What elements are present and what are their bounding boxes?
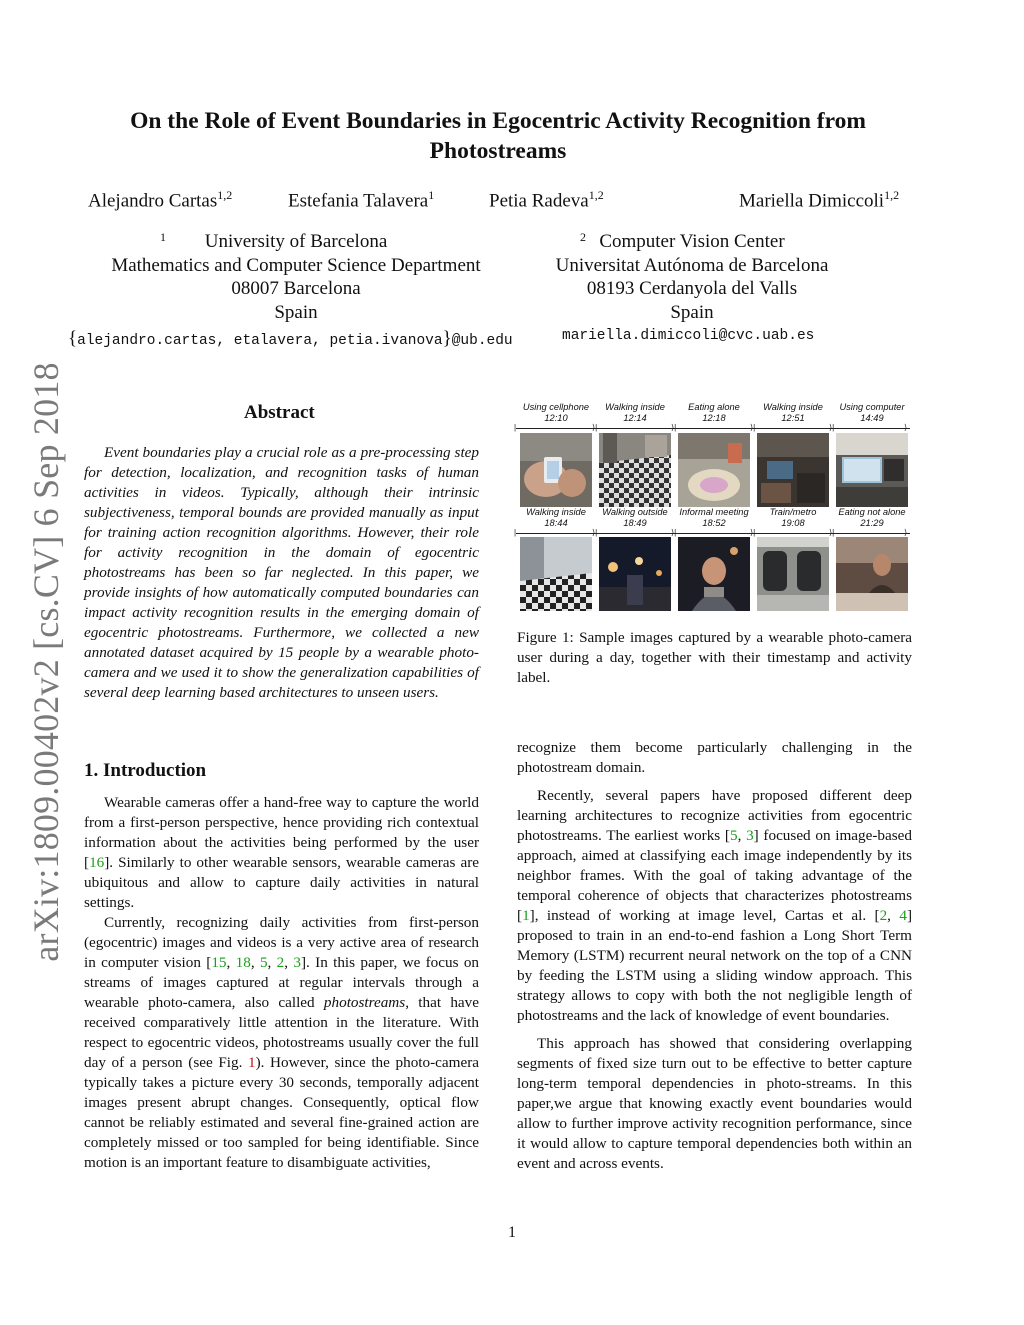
citation-link[interactable]: 15 [211, 954, 227, 971]
affiliation-line: 08193 Cerdanyola del Valls [586, 278, 798, 299]
author [489, 188, 604, 212]
affiliation-2 [532, 230, 852, 324]
citation-link[interactable]: 2 [879, 907, 888, 924]
activity-label: Train/metro 19:08 [769, 507, 817, 528]
photo-walking-inside-3 [520, 537, 592, 611]
photo-informal-meeting [678, 537, 750, 611]
email-names: alejandro.cartas, etalavera, petia.ivanova [77, 333, 443, 349]
figure-caption: Figure 1: Sample images captured by a wearable photo-camera user during a day, together with their timestamp and activity label. [517, 629, 912, 686]
author [288, 188, 434, 212]
author-name: Petia Radeva [489, 190, 589, 212]
page-number: 1 [508, 1224, 516, 1241]
author-list [0, 188, 1024, 218]
affiliation-line: Universitat Autónoma de Barcelona [555, 254, 829, 276]
activity-label: Using computer 14:49 [839, 402, 905, 423]
author-name: Alejandro Cartas [88, 190, 218, 212]
author-name: Mariella Dimiccoli [739, 190, 885, 212]
photo-walking-outside [599, 537, 671, 611]
author-affil-mark: 1,2 [884, 188, 900, 202]
activity-label: Walking inside 18:44 [526, 507, 586, 528]
affiliation-line: University of Barcelona [204, 231, 388, 252]
affiliation-number: 2 [580, 230, 586, 244]
citation-link[interactable]: 3 [293, 954, 301, 971]
email-single: mariella.dimiccoli@cvc.uab.es [562, 328, 815, 344]
photo-eating-alone [678, 433, 750, 507]
activity-label: Walking inside 12:14 [605, 402, 665, 423]
activity-label: Eating alone 12:18 [688, 402, 740, 423]
activity-label: Using cellphone 12:10 [522, 402, 590, 423]
author-affil-mark: 1,2 [588, 188, 604, 202]
citation-link[interactable]: 2 [276, 954, 285, 971]
body-paragraph: Recently, several papers have proposed different deep learning architectures to recognize activities from egocentric photostreams. The earliest works [5, 3] focused on image-based approach, aimed at classifying each image independently by its neighbor frames. With the goal of taking advantage of the temporal coherence of objects that characterizes photostreams [1], instead of working at image level, Cartas et al. [2, 4] proposed to train in an end-to-end fashion a Long Short Term Memory (LSTM) recurrent neural network on the top of a CNN by feeding the LSTM using a sliding window approach. This strategy allows to copy with both the not negligible length of photostreams and the lack of knowledge of event boundaries. [517, 787, 913, 1024]
figure-1 [514, 400, 914, 620]
photo-eating-not-alone [836, 537, 908, 611]
citation-link[interactable]: 5 [259, 954, 268, 971]
paper-title: On the Role of Event Boundaries in Egocentric Activity Recognition from Photostreams [130, 108, 866, 164]
email-domain: @ub.edu [451, 333, 513, 349]
photo-using-cellphone [520, 433, 592, 507]
timeline: | ⟩| ⟩| ⟩| ⟩| ⟩ [516, 428, 910, 429]
citation-link[interactable]: 1 [522, 907, 530, 924]
activity-label: Eating not alone 21:29 [838, 507, 906, 528]
abstract-heading: Abstract [244, 402, 315, 423]
timeline: | ⟩| ⟩| ⟩| ⟩| ⟩ [516, 533, 910, 534]
body-paragraph: recognize them become particularly challenging in the photostream domain. [517, 739, 912, 776]
intro-paragraph: Wearable cameras offer a hand-free way to capture the world from a first-person perspective, hence providing rich contextual information about the activities being performed by the user [16]. Similarly to other wearable sensors, wearable cameras are ubiquitous and allow to capture daily activities in natural settings. [84, 794, 479, 911]
citation-link[interactable]: 3 [746, 827, 754, 844]
photo-train-metro [757, 537, 829, 611]
intro-body [84, 793, 479, 1173]
email-group: {alejandro.cartas, etalavera, petia.ivanova}@ub.edu [68, 328, 513, 349]
intro-paragraph: Currently, recognizing daily activities from first-person (egocentric) images and videos is a very active area of research in computer vision [15, 18, 5, 2, 3]. In this paper, we focus on streams of images captured at regular intervals through a wearable photo-camera, also called photostreams, that have received comparatively little attention in the literature. With respect to egocentric videos, photostreams usually cover the full day of a person (see Fig. 1). However, since the photo-camera typically takes a picture every 30 seconds, temporally adjacent images present abrupt changes. Consequently, optical flow cannot be reliably estimated and several fine-grained action are completely missed or too sampled for being identifiable. Since motion is an important feature to disambiguate activities, [84, 914, 480, 1171]
author [739, 188, 899, 212]
author-affil-mark: 1 [428, 188, 435, 202]
citation-link[interactable]: 18 [235, 954, 251, 971]
citation-link[interactable]: 16 [89, 854, 105, 871]
affiliation-number: 1 [160, 230, 166, 244]
arxiv-stamp: arXiv:1809.00402v2 [cs.CV] 6 Sep 2018 [26, 362, 66, 962]
affiliation-line: Spain [670, 301, 714, 323]
author-affil-mark: 1,2 [217, 188, 233, 202]
figure-link[interactable]: 1 [248, 1054, 256, 1071]
affiliation-line: Computer Vision Center [599, 231, 785, 252]
activity-label: Walking inside 12:51 [763, 402, 823, 423]
photo-walking-inside [599, 433, 671, 507]
abstract-text: Event boundaries play a crucial role as a pre-processing step for detection, localization, and recognition tasks of human activities in videos. Typically, although their intrinsic subjectiveness, temporal bounds are provided manually as input for training action recognition algorithms. However, their role for activity recognition in the domain of egocentric photostreams has been so far neglected. In this paper, we provide insights of how automatically computed boundaries can impact activity recognition results in the emerging domain of egocentric photostreams. Furthermore, we collected a new annotated dataset acquired by 15 people by a wearable photo-camera and we used it to show the generalization capabilities of several deep learning based architectures to unseen users. [84, 444, 479, 701]
affiliation-line: Spain [274, 301, 318, 323]
photo-walking-inside-2 [757, 433, 829, 507]
activity-label: Walking outside 18:49 [602, 507, 668, 528]
citation-link[interactable]: 5 [729, 827, 738, 844]
body-paragraph: This approach has showed that considering overlapping segments of fixed size turn out to be effective to better capture long-term temporal dependencies in photo-streams. In this paper,we argue that knowing exactly event boundaries would allow to further improve activity recognition performance, since it would allow to capture temporal dependencies both within an event and across events. [517, 1035, 912, 1172]
activity-label: Informal meeting 18:52 [679, 507, 749, 528]
affiliation-line: Mathematics and Computer Science Department [111, 254, 481, 276]
affiliation-1 [86, 230, 506, 324]
citation-link[interactable]: 4 [899, 907, 907, 924]
author-name: Estefania Talavera [288, 190, 429, 212]
photo-using-computer [836, 433, 908, 507]
author [88, 188, 232, 212]
right-column-body [517, 738, 912, 1174]
section-heading: 1. Introduction [84, 760, 207, 781]
affiliation-line: 08007 Barcelona [231, 278, 361, 299]
